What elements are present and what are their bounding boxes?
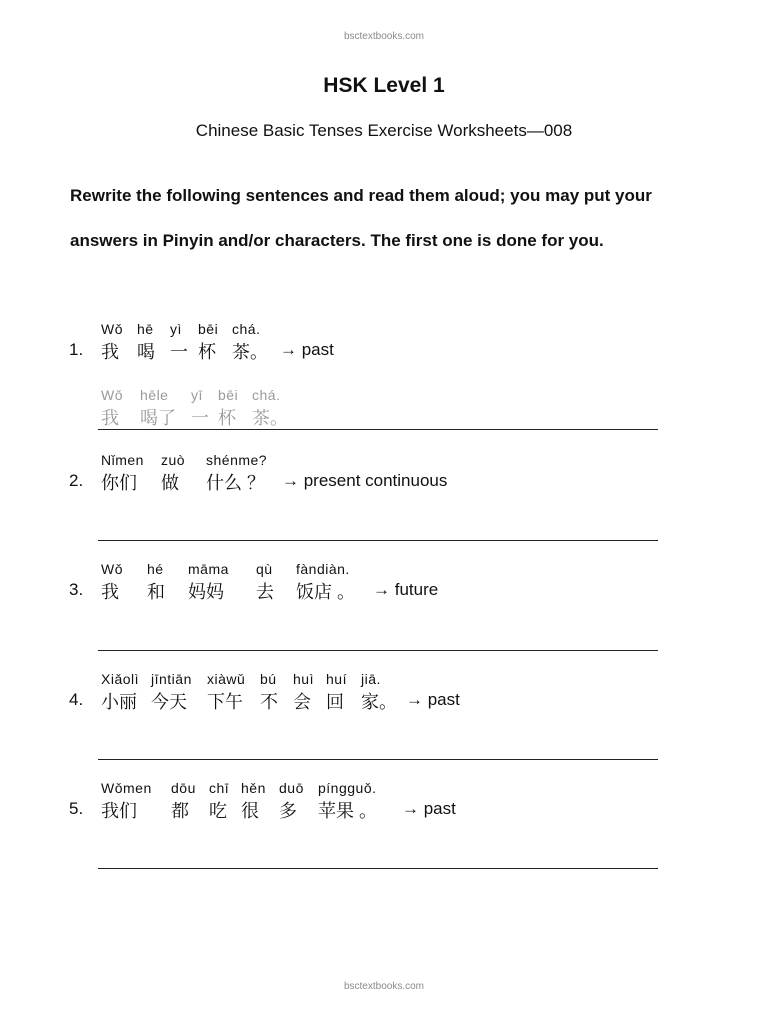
hanzi: 你们	[101, 473, 137, 493]
pinyin: shénme?	[206, 452, 268, 468]
item-number: 4.	[69, 690, 84, 709]
pinyin: Wǒ	[101, 321, 123, 337]
hanzi: 喝了	[140, 408, 176, 428]
answer-line-1[interactable]	[98, 429, 658, 430]
pinyin: duō	[279, 780, 304, 796]
pinyin: Wǒ	[101, 387, 123, 403]
hanzi: 不	[260, 692, 278, 712]
hanzi: 杯	[218, 408, 236, 428]
pinyin: Wǒ	[101, 561, 123, 577]
pinyin: Xiǎolì	[101, 671, 140, 687]
page-title: HSK Level 1	[323, 74, 445, 97]
pinyin: Nǐmen	[101, 452, 144, 468]
pinyin: chá.	[252, 387, 281, 403]
hanzi: 和	[147, 582, 165, 602]
hanzi: 一	[170, 342, 188, 362]
hanzi: 茶。	[252, 408, 288, 428]
hanzi: 都	[171, 801, 189, 821]
answer-line-5[interactable]	[98, 868, 658, 869]
pinyin: hé	[147, 561, 164, 577]
hanzi: 家。	[361, 692, 397, 712]
hanzi: 小丽	[101, 692, 137, 712]
hanzi: 杯	[198, 342, 216, 362]
pinyin: qù	[256, 561, 273, 577]
hanzi: 妈妈	[188, 582, 224, 602]
hanzi: 一	[191, 408, 209, 428]
tense-target: → past	[402, 799, 456, 818]
pinyin: jīntiān	[151, 671, 192, 687]
tense-target: → past	[280, 340, 334, 359]
tense-target: → past	[406, 690, 460, 709]
answer-line-3[interactable]	[98, 650, 658, 651]
hanzi: 我们	[101, 801, 137, 821]
answer-line-2[interactable]	[98, 540, 658, 541]
hanzi: 去	[256, 582, 274, 602]
instructions-line-1: Rewrite the following sentences and read them aloud; you may put your	[70, 186, 652, 205]
pinyin: hē	[137, 321, 154, 337]
hanzi: 吃	[209, 801, 227, 821]
tense-target: → present continuous	[282, 471, 448, 490]
hanzi: 饭店 。	[296, 582, 356, 602]
hanzi: 会	[293, 692, 311, 712]
pinyin: chī	[209, 780, 230, 796]
pinyin: Wǒmen	[101, 780, 152, 796]
item-number: 3.	[69, 580, 84, 599]
hanzi: 今天	[151, 692, 187, 712]
pinyin: hěn	[241, 780, 266, 796]
hanzi: 很	[241, 801, 259, 821]
item-number: 5.	[69, 799, 84, 818]
item-number: 2.	[69, 471, 84, 490]
hanzi: 喝	[137, 342, 155, 362]
pinyin: dōu	[171, 780, 196, 796]
hanzi: 我	[101, 408, 119, 428]
pinyin: hēle	[140, 387, 169, 403]
pinyin: xiàwǔ	[207, 671, 246, 687]
pinyin: māma	[188, 561, 229, 577]
answer-line-4[interactable]	[98, 759, 658, 760]
hanzi: 我	[101, 582, 119, 602]
hanzi: 茶。	[232, 342, 268, 362]
hanzi: 什么 ？	[206, 473, 266, 493]
site-watermark-bottom: bsctextbooks.com	[343, 981, 425, 992]
item-number: 1.	[69, 340, 84, 359]
pinyin: bēi	[198, 321, 219, 337]
hanzi: 苹果 。	[318, 801, 378, 821]
site-watermark-top: bsctextbooks.com	[343, 31, 425, 42]
pinyin: bēi	[218, 387, 239, 403]
hanzi: 我	[101, 342, 119, 362]
pinyin: huì	[293, 671, 314, 687]
hanzi: 下午	[207, 692, 243, 712]
pinyin: huí	[326, 671, 347, 687]
hanzi: 多	[279, 801, 297, 821]
hanzi: 回	[326, 692, 344, 712]
pinyin: bú	[260, 671, 277, 687]
pinyin: fàndiàn.	[296, 561, 350, 577]
pinyin: zuò	[161, 452, 186, 468]
page-subtitle: Chinese Basic Tenses Exercise Worksheets—008	[195, 121, 573, 140]
hanzi: 做	[161, 473, 179, 493]
pinyin: chá.	[232, 321, 261, 337]
tense-target: → future	[373, 580, 439, 599]
instructions-line-2: answers in Pinyin and/or characters. The first one is done for you.	[70, 231, 604, 250]
pinyin: jiā.	[361, 671, 381, 687]
pinyin: yī	[191, 387, 203, 403]
pinyin: yì	[170, 321, 182, 337]
pinyin: píngguǒ.	[318, 780, 377, 796]
